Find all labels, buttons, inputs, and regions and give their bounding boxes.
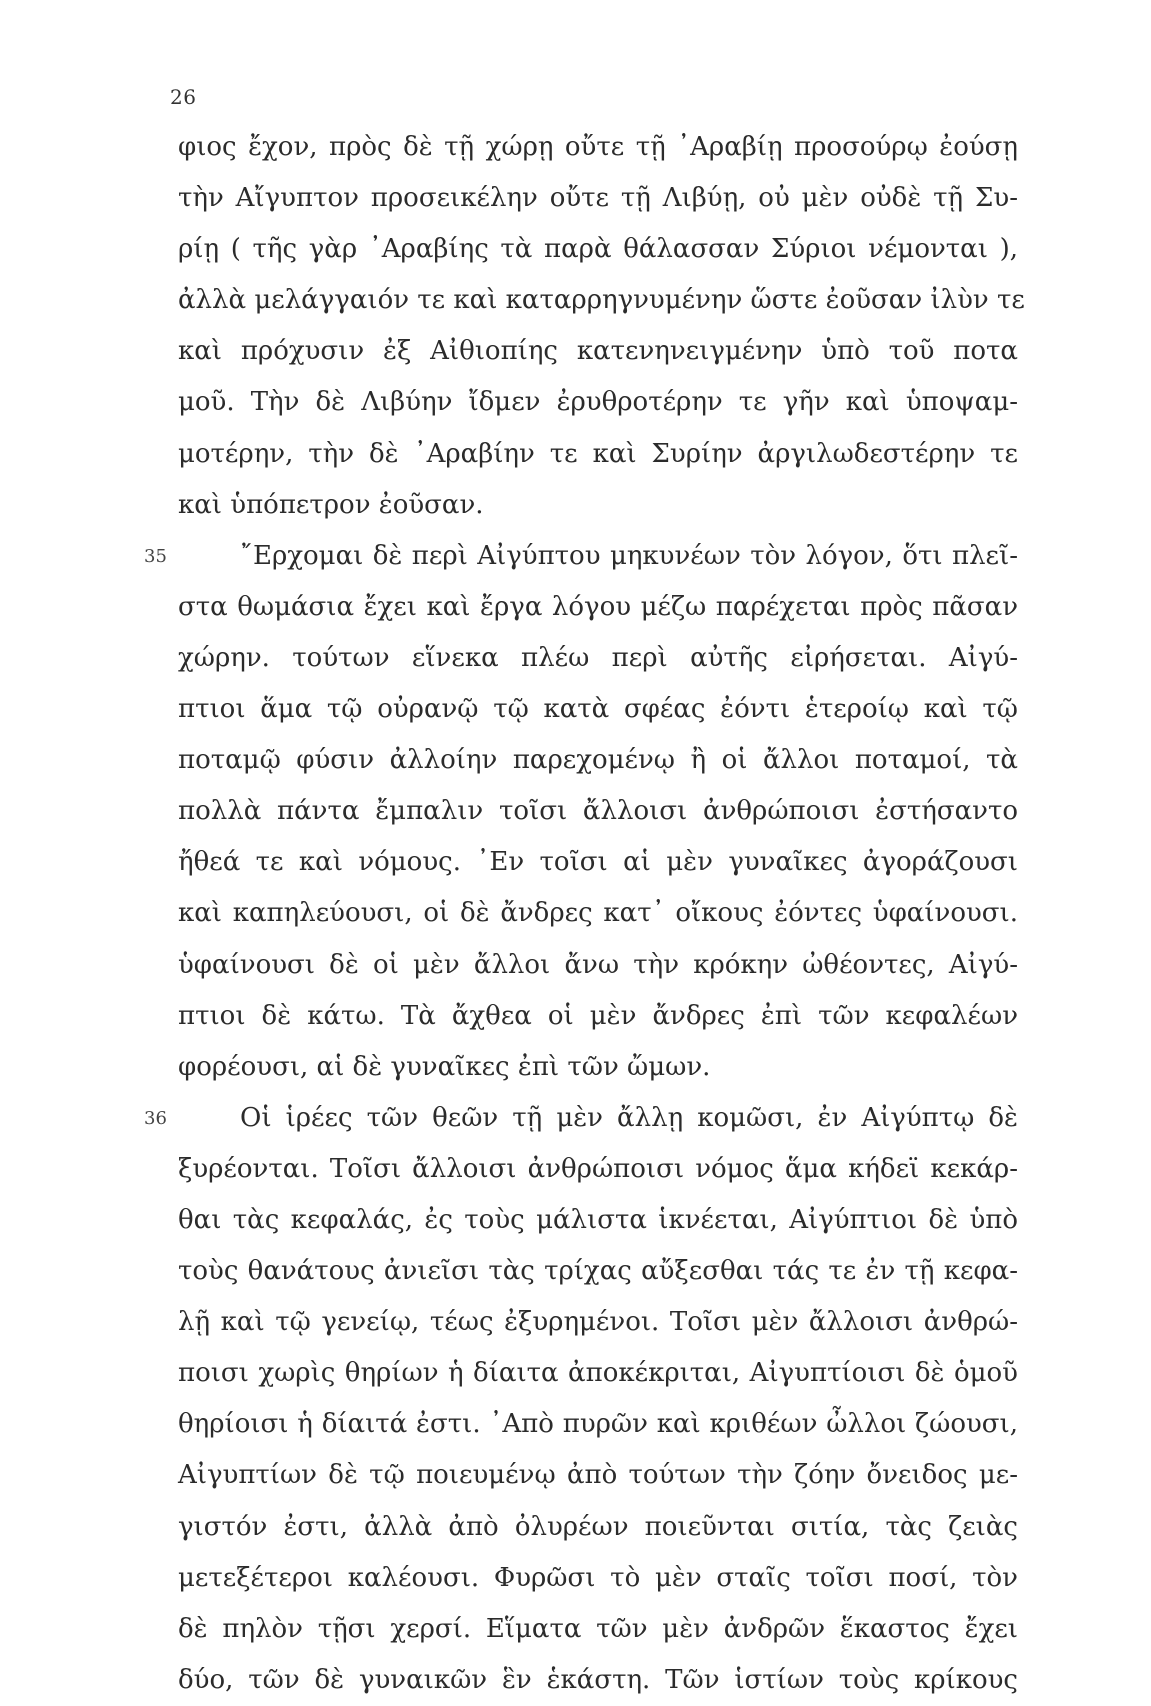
- text-line: ποταμῷ φύσιν ἀλλοίην παρεχομένῳ ἢ οἱ ἄλλοι ποταμοί, τὰ: [178, 745, 1018, 776]
- section-number: 35: [144, 545, 167, 567]
- text-line: λῇ καὶ τῷ γενείῳ, τέως ἐξυρημένοι. Τοῖσι μὲν ἄλλοισι ἀνθρώ-: [178, 1307, 1018, 1338]
- text-line: πτιοι ἅμα τῷ οὐρανῷ τῷ κατὰ σφέας ἐόντι ἑτεροίῳ καὶ τῷ: [178, 694, 1018, 725]
- text-line: δύο, τῶν δὲ γυναικῶν ἓν ἑκάστη. Τῶν ἱστίων τοὺς κρίκους: [178, 1664, 1018, 1695]
- text-line: ἤθεά τε καὶ νόμους. ᾿Εν τοῖσι αἱ μὲν γυναῖκες ἀγοράζουσι: [178, 847, 1018, 878]
- text-line: καὶ καπηλεύουσι, οἱ δὲ ἄνδρες κατ᾿ οἴκους ἐόντες ὑφαίνουσι.: [178, 898, 1018, 929]
- text-line: τὴν Αἴγυπτον προσεικέλην οὔτε τῇ Λιβύῃ, οὐ μὲν οὐδὲ τῇ Συ-: [178, 183, 1018, 214]
- text-line: Αἰγυπτίων δὲ τῷ ποιευμένῳ ἀπὸ τούτων τὴν ζόην ὄνειδος με-: [178, 1460, 1018, 1491]
- text-line: χώρην. τούτων εἵνεκα πλέω περὶ αὐτῆς εἰρήσεται. Αἰγύ-: [178, 642, 1018, 673]
- text-line: ξυρέονται. Τοῖσι ἄλλοισι ἀνθρώποισι νόμος ἅμα κήδεϊ κεκάρ-: [178, 1153, 1018, 1184]
- section-first-line: [144, 531, 1018, 582]
- text-line: φορέουσι, αἱ δὲ γυναῖκες ἐπὶ τῶν ὤμων.: [178, 1051, 711, 1082]
- section-number: 36: [144, 1107, 167, 1129]
- body-text: [144, 122, 1025, 1706]
- text-line: στα θωμάσια ἔχει καὶ ἔργα λόγου μέζω παρέχεται πρὸς πᾶσαν: [178, 591, 1018, 622]
- text-line: ἀλλὰ μελάγγαιόν τε καὶ καταρρηγνυμένην ὥστε ἐοῦσαν ἰλὺν τε: [178, 285, 1025, 316]
- text-line: θηρίοισι ἡ δίαιτά ἐστι. ᾿Απὸ πυρῶν καὶ κριθέων ὦλλοι ζώουσι,: [178, 1409, 1018, 1440]
- text-line: τοὺς θανάτους ἀνιεῖσι τὰς τρίχας αὔξεσθαι τάς τε ἐν τῇ κεφα-: [178, 1256, 1018, 1287]
- text-line: γιστόν ἐστι, ἀλλὰ ἀπὸ ὀλυρέων ποιεῦνται σιτία, τὰς ζειὰς: [178, 1511, 1018, 1542]
- text-line: μοτέρην, τὴν δὲ ᾿Αραβίην τε καὶ Συρίην ἀργιλωδεστέρην τε: [178, 438, 1018, 469]
- text-line: πολλὰ πάντα ἔμπαλιν τοῖσι ἄλλοισι ἀνθρώποισι ἐστήσαντο: [178, 796, 1018, 827]
- text-line: δὲ πηλὸν τῇσι χερσί. Εἵματα τῶν μὲν ἀνδρῶν ἕκαστος ἔχει: [178, 1613, 1018, 1644]
- section-first-line: [144, 1093, 1018, 1144]
- text-line: καὶ πρόχυσιν ἐξ Αἰθιοπίης κατενηνειγμένην ὑπὸ τοῦ ποτα: [178, 336, 1018, 367]
- text-line: θαι τὰς κεφαλάς, ἐς τοὺς μάλιστα ἱκνέεται, Αἰγύπτιοι δὲ ὑπὸ: [178, 1204, 1018, 1235]
- text-line: ρίῃ ( τῆς γὰρ ᾿Αραβίης τὰ παρὰ θάλασσαν Σύριοι νέμονται ),: [178, 234, 1018, 265]
- text-line: Οἱ ἱρέες τῶν θεῶν τῇ μὲν ἄλλῃ κομῶσι, ἐν Αἰγύπτῳ δὲ: [240, 1102, 1018, 1133]
- text-line: ὑφαίνουσι δὲ οἱ μὲν ἄλλοι ἄνω τὴν κρόκην ὠθέοντες, Αἰγύ-: [178, 949, 1018, 980]
- text-line: ῎Ερχομαι δὲ περὶ Αἰγύπτου μηκυνέων τὸν λόγον, ὅτι πλεῖ-: [240, 540, 1018, 571]
- text-line: μετεξέτεροι καλέουσι. Φυρῶσι τὸ μὲν σταῖς τοῖσι ποσί, τὸν: [178, 1562, 1018, 1593]
- text-line: καὶ ὑπόπετρον ἐοῦσαν.: [178, 489, 484, 520]
- text-line: μοῦ. Τὴν δὲ Λιβύην ἴδμεν ἐρυθροτέρην τε γῆν καὶ ὑποψαμ-: [178, 387, 1018, 418]
- text-line: ποισι χωρὶς θηρίων ἡ δίαιτα ἀποκέκριται, Αἰγυπτίοισι δὲ ὁμοῦ: [178, 1358, 1018, 1389]
- text-line: πτιοι δὲ κάτω. Τὰ ἄχθεα οἱ μὲν ἄνδρες ἐπὶ τῶν κεφαλέων: [178, 1000, 1018, 1031]
- page-number: 26: [170, 85, 197, 109]
- text-line: φιος ἔχον, πρὸς δὲ τῇ χώρῃ οὔτε τῇ ᾿Αραβίῃ προσούρῳ ἐούσῃ: [178, 132, 1018, 162]
